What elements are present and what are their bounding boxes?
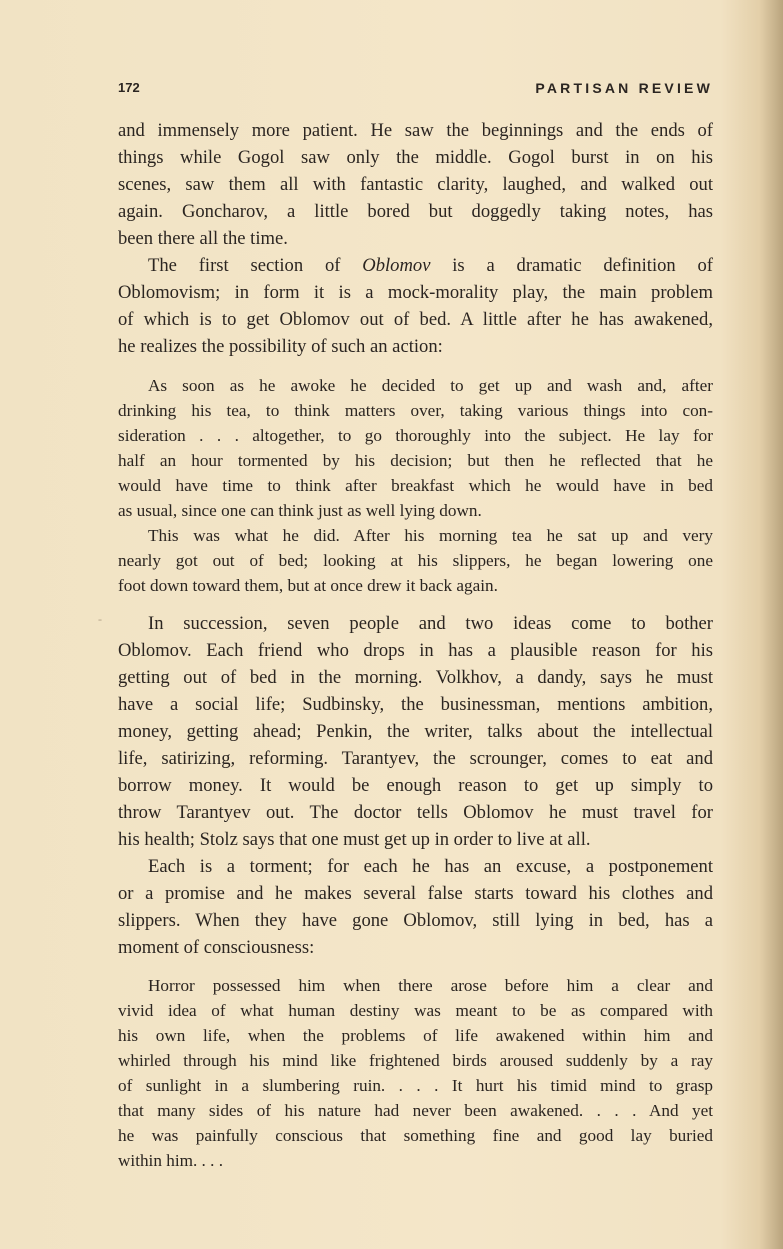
text-line: In succession, seven people and two ideas come to bother (148, 613, 713, 634)
text-line: again. Goncharov, a little bored but doggedly taking notes, has (118, 201, 713, 222)
text-line: nearly got out of bed; looking at his slippers, he began lowering one (118, 551, 713, 570)
text-line: borrow money. It would be enough reason to get up simply to (118, 775, 713, 796)
text-line: his health; Stolz says that one must get up in order to live at all. (118, 829, 591, 850)
text-line: Oblomovism; in form it is a mock-morality play, the main problem (118, 282, 713, 303)
text-line: Horror possessed him when there arose before him a clear and (148, 976, 713, 995)
running-header (118, 80, 713, 102)
text-line: moment of consciousness: (118, 937, 315, 958)
text-line: would have time to think after breakfast which he would have in bed (118, 476, 713, 495)
paragraph (118, 252, 713, 360)
text-line: half an hour tormented by his decision; but then he reflected that he (118, 451, 713, 470)
text-line: and immensely more patient. He saw the beginnings and the ends of (118, 120, 713, 141)
text-line: This was what he did. After his morning tea he sat up and very (148, 526, 713, 545)
text-line: things while Gogol saw only the middle. Gogol burst in on his (118, 147, 713, 168)
text-line: Oblomov. Each friend who drops in has a plausible reason for his (118, 640, 713, 661)
text-line: sideration . . . altogether, to go thoroughly into the subject. He lay for (118, 426, 713, 445)
text-line: vivid idea of what human destiny was meant to be as compared with (118, 1001, 713, 1020)
paragraph (118, 853, 713, 961)
text-line: he realizes the possibility of such an action: (118, 336, 443, 357)
text-line: As soon as he awoke he decided to get up and wash and, after (148, 376, 713, 395)
text-line: money, getting ahead; Penkin, the writer, talks about the intellectual (118, 721, 713, 742)
text-line: getting out of bed in the morning. Volkhov, a dandy, says he must (118, 667, 713, 688)
text-line: he was painfully conscious that something fine and good lay buried (118, 1126, 713, 1145)
paragraph (118, 117, 713, 252)
text-line: within him. . . . (118, 1151, 224, 1170)
text-line: been there all the time. (118, 228, 288, 249)
page-number: 172 (118, 80, 140, 95)
text-line: foot down toward them, but at once drew it back again. (118, 576, 498, 595)
block-quote (118, 373, 713, 523)
block-quote (118, 973, 713, 1173)
text-line: as usual, since one can think just as well lying down. (118, 501, 482, 520)
text-line: have a social life; Sudbinsky, the businessman, mentions ambition, (118, 694, 713, 715)
book-title: Oblomov (362, 255, 431, 276)
text-line: of sunlight in a slumbering ruin. . . . It hurt his timid mind to grasp (118, 1076, 713, 1095)
text-line: life, satirizing, reforming. Tarantyev, the scrounger, comes to eat and (118, 748, 713, 769)
running-title: PARTISAN REVIEW (535, 80, 713, 96)
text-line: drinking his tea, to think matters over, taking various things into con- (118, 401, 713, 420)
text-line: The first section of Oblomov is a dramatic definition of (148, 255, 714, 276)
text-line: whirled through his mind like frightened birds aroused suddenly by a ray (118, 1051, 713, 1070)
text-line: that many sides of his nature had never been awakened. . . . And yet (118, 1101, 713, 1120)
text-line: slippers. When they have gone Oblomov, still lying in bed, has a (118, 910, 713, 931)
text-line: of which is to get Oblomov out of bed. A little after he has awakened, (118, 309, 713, 330)
text-line: his own life, when the problems of life awakened within him and (118, 1026, 713, 1045)
text-line: throw Tarantyev out. The doctor tells Oblomov he must travel for (118, 802, 713, 823)
scan-mark: - (98, 612, 102, 626)
text-line: scenes, saw them all with fantastic clarity, laughed, and walked out (118, 174, 713, 195)
text-line: Each is a torment; for each he has an excuse, a postponement (148, 856, 713, 877)
block-quote (118, 523, 713, 598)
text-line: or a promise and he makes several false starts toward his clothes and (118, 883, 713, 904)
paragraph (118, 610, 713, 853)
